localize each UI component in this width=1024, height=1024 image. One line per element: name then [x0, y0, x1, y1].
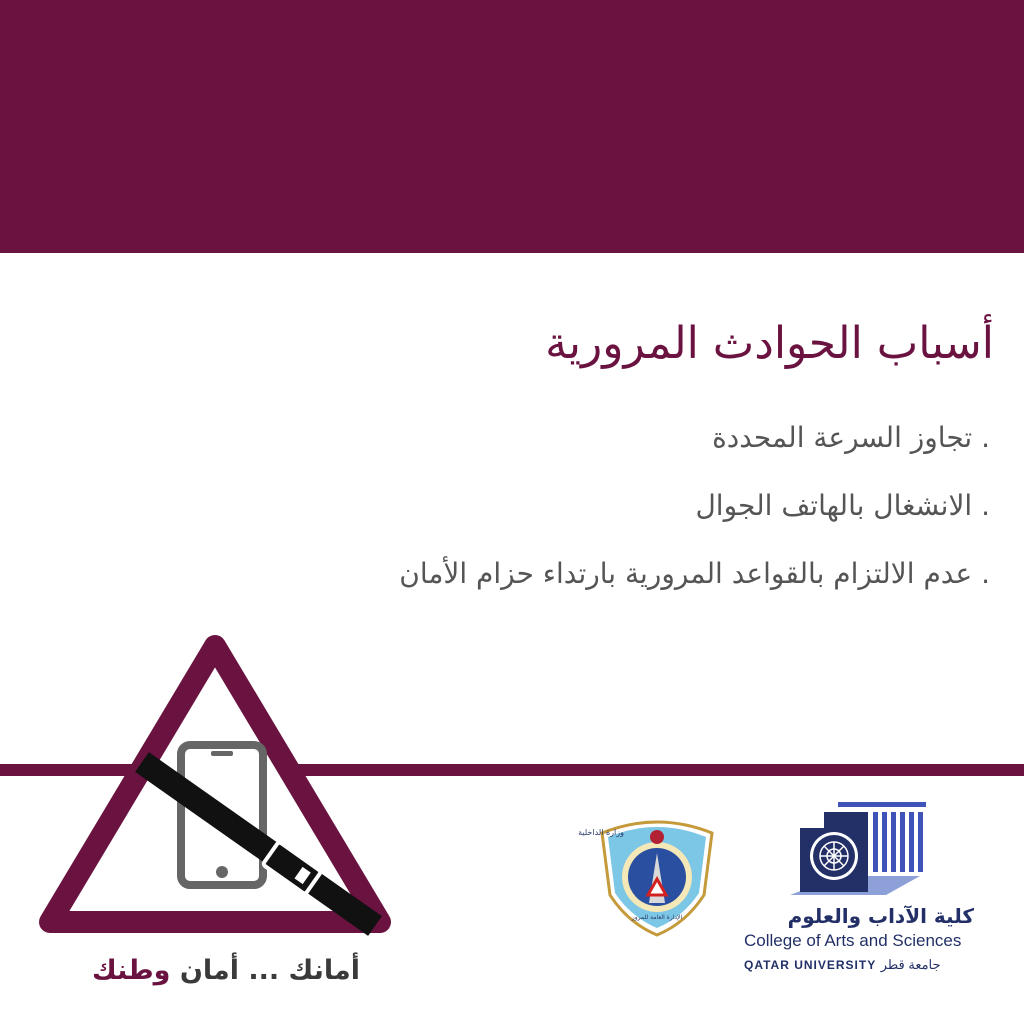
- slogan-part-2: وطنك: [92, 955, 171, 986]
- college-logo: [738, 800, 978, 980]
- college-name-arabic: كلية الآداب والعلوم: [787, 904, 974, 928]
- cause-item-phone: . الانشغال بالهاتف الجوال: [695, 489, 990, 522]
- slogan: [76, 955, 376, 986]
- ministry-text-bottom: الإدارة العامة للمرور: [631, 914, 683, 921]
- causes-list: [399, 420, 990, 624]
- slogan-part-1: أمانك ... أمان: [179, 955, 360, 986]
- header-band: [0, 0, 1024, 253]
- ministry-of-interior-traffic-emblem: [578, 815, 718, 939]
- college-building-logo: [780, 800, 930, 900]
- cause-item-seatbelt: . عدم الالتزام بالقواعد المرورية بارتداء حزام الأمان: [399, 557, 990, 590]
- no-phone-seatbelt-warning-icon: [30, 630, 400, 960]
- page-title: أسباب الحوادث المرورية: [545, 318, 994, 369]
- cause-item-speeding: . تجاوز السرعة المحددة: [712, 421, 990, 454]
- college-name-english: College of Arts and Sciences: [744, 931, 962, 950]
- university-name-arabic: جامعة قطر: [880, 957, 941, 972]
- university-name-english: QATAR UNIVERSITY: [744, 958, 877, 972]
- ministry-text-top: وزارة الداخلية: [578, 828, 624, 837]
- university-name: [744, 956, 941, 974]
